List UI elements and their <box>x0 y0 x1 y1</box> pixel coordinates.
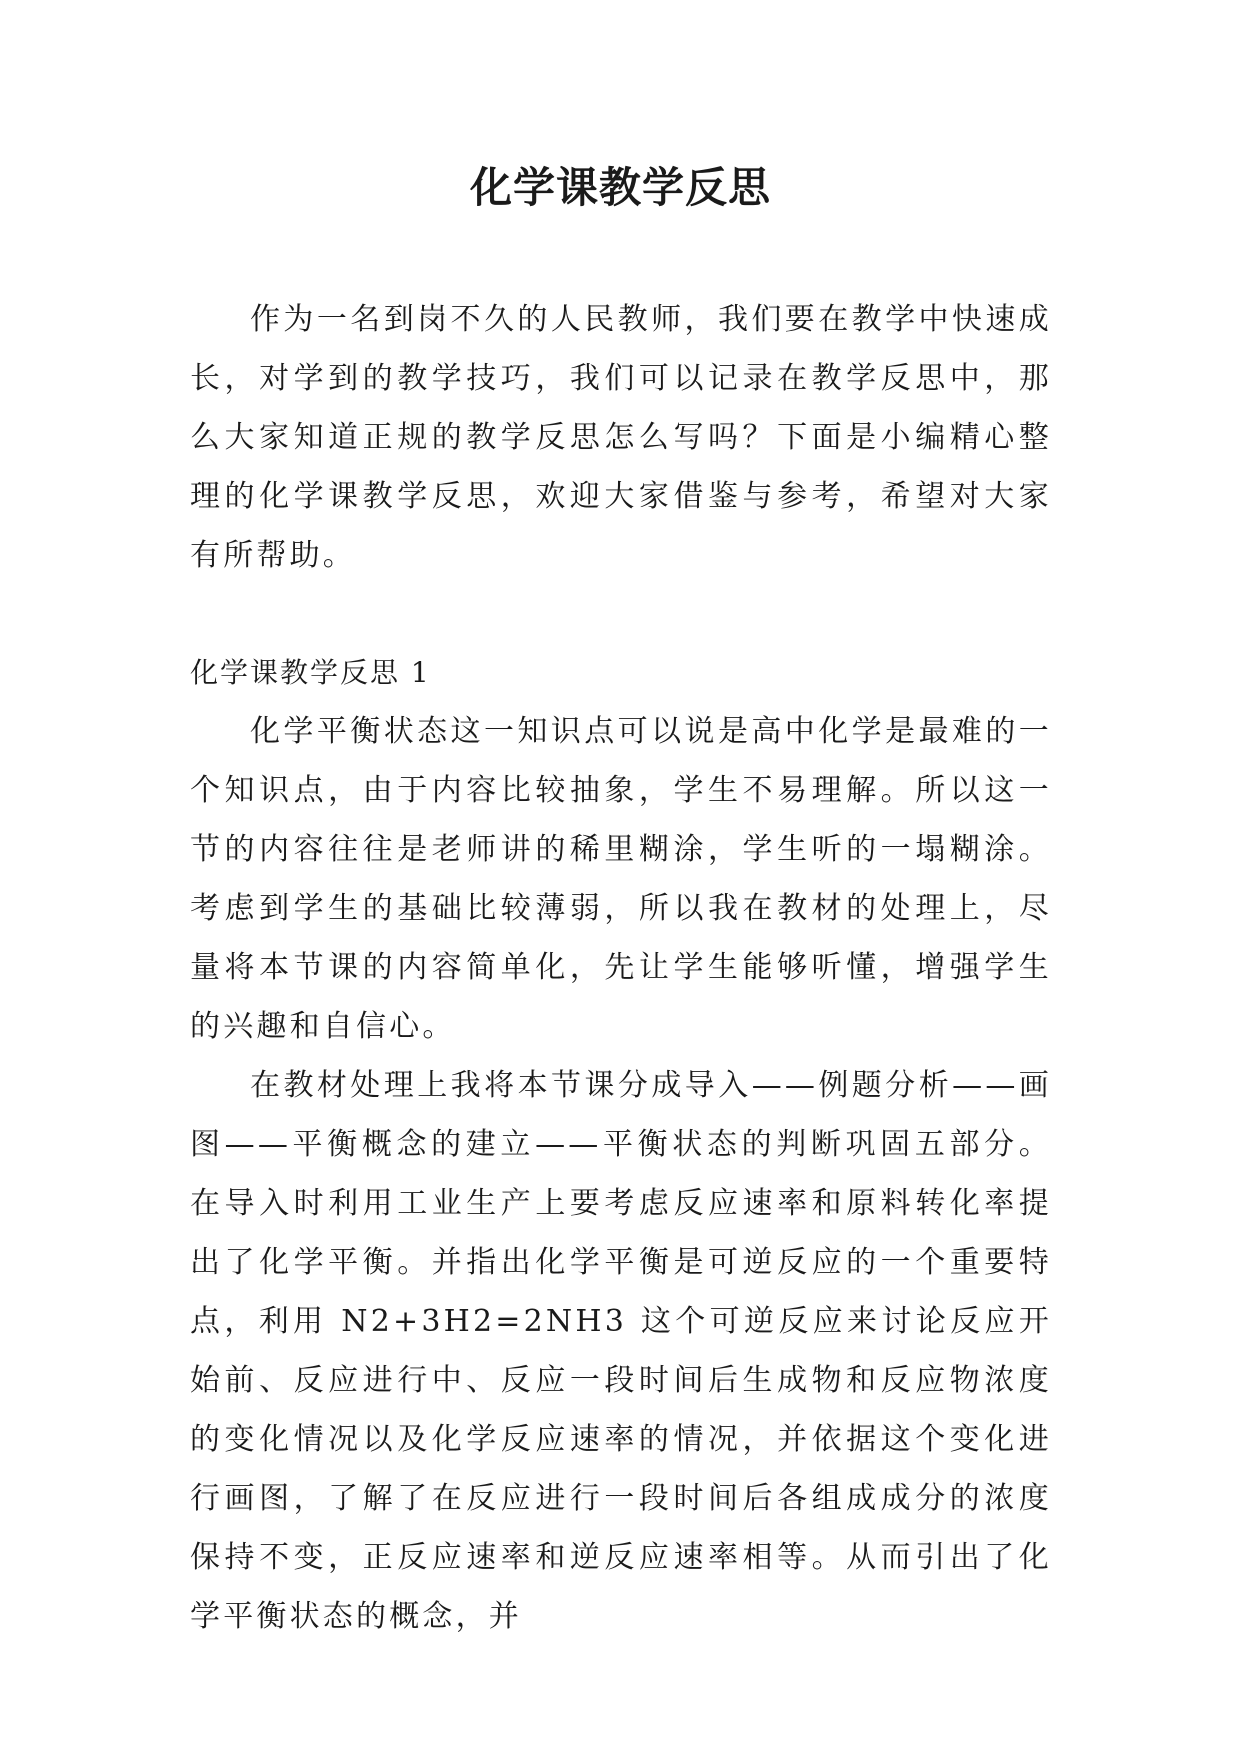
intro-paragraph: 作为一名到岗不久的人民教师，我们要在教学中快速成长，对学到的教学技巧，我们可以记录在教学反思中，那么大家知道正规的教学反思怎么写吗？下面是小编精心整理的化学课教学反思，欢迎大家借鉴与参考，希望对大家有所帮助。 <box>190 302 1052 573</box>
section-spacer <box>190 585 1052 643</box>
document-body <box>190 290 1052 1646</box>
section-heading: 化学课教学反思 1 <box>190 656 431 689</box>
section-paragraph-2: 在教材处理上我将本节课分成导入——例题分析——画图——平衡概念的建立——平衡状态的判断巩固五部分。在导入时利用工业生产上要考虑反应速率和原料转化率提出了化学平衡。并指出化学平衡是可逆反应的一个重要特点，利用 N2+3H2=2NH3 这个可逆反应来讨论反应开始前、反应进行中、反应一段时间后生成物和反应物浓度的变化情况以及化学反应速率的情况，并依据这个变化进行画图，了解了在反应进行一段时间后各组成成分的浓度保持不变，正反应速率和逆反应速率相等。从而引出了化学平衡状态的概念，并 <box>190 1068 1052 1634</box>
document-title: 化学课教学反思 <box>469 163 771 212</box>
section-paragraph-1: 化学平衡状态这一知识点可以说是高中化学是最难的一个知识点，由于内容比较抽象，学生不易理解。所以这一节的内容往往是老师讲的稀里糊涂，学生听的一塌糊涂。考虑到学生的基础比较薄弱，所以我在教材的处理上，尽量将本节课的内容简单化，先让学生能够听懂，增强学生的兴趣和自信心。 <box>190 714 1052 1044</box>
section-1 <box>190 643 1052 1646</box>
